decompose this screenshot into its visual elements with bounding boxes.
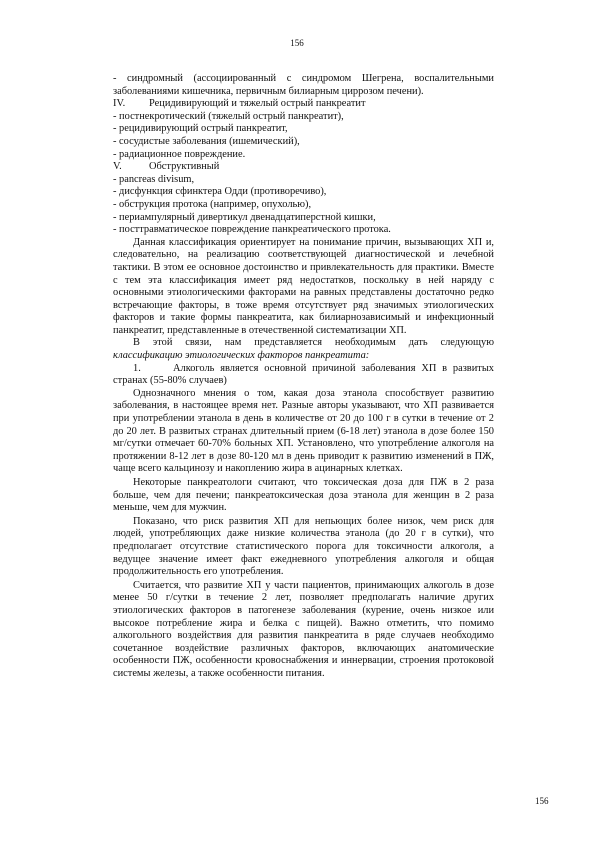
section-heading-4 xyxy=(113,98,494,111)
intro-list-item: - синдромный (ассоциированный с синдромом Шегрена, воспалительными заболеваниями кишечника, первичным билиарным циррозом печени). xyxy=(113,73,494,97)
section-number: IV. xyxy=(113,98,126,110)
paragraph: Некоторые панкреатологи считают, что токсическая доза для ПЖ в 2 раза больше, чем для печени; панкреатоксическая доза этанола для женщин в 2 раза меньше, чем для мужчин. xyxy=(113,477,494,514)
list-item: - дисфункция сфинктера Одди (противоречиво), xyxy=(113,186,327,198)
page-number-top: 156 xyxy=(290,38,304,48)
paragraph-text: В этой связи, нам представляется необходимым дать следующую xyxy=(133,337,494,349)
list-item: - посттравматическое повреждение панкреатического протока. xyxy=(113,224,391,236)
paragraph: Однозначного мнения о том, какая доза этанола способствует развитию заболевания, в настоящее время нет. Разные авторы указывают, что ХП развивается при употреблении этанола в день в количестве от 20 до 100 г в сутки в течение от 2 до 20 лет. В развитых странах длительный прием (6-18 лет) этанола в дозе более 150 мг/сутки отмечает 60-70% больных ХП. Установлено, что употребление алкоголя на протяжении 8-12 лет в дозе 80-120 мл в день приводит к развитию изменений в ПЖ, чаще всего кальцинозу и накоплению жира в ацинарных клетках. xyxy=(113,387,494,475)
list-item: - сосудистые заболевания (ишемический), xyxy=(113,135,300,147)
list-item: - постнекротический (тяжелый острый панкреатит), xyxy=(113,110,344,122)
section-number: V. xyxy=(113,161,122,173)
section-heading-5 xyxy=(113,161,494,174)
paragraph: Показано, что риск развития ХП для непьющих более низок, чем риск для людей, употребляющих даже низкие количества этанола (до 20 г в сутки), что предполагает отсутствие статистического порога для токсичности алкоголя, а ведущее значение имеет факт ежедневного употребления алкоголя и общая продолжительность его употребления. xyxy=(113,515,494,578)
paragraph: Считается, что развитие ХП у части пациентов, принимающих алкоголь в дозе менее 50 г/сутки в течение 2 лет, позволяет предполагать наличие других этиологических факторов в патогенезе заболевания (курение, очень низкое или высокое потребление жира и белка с пищей). Важно отметить, что помимо алкогольного воздействия для развития панкреатита в ряде случаев необходимо сочетанное воздействие различных факторов, включающих анатомические особенности ПЖ, особенности кровоснабжения и иннервации, строения протоковой системы железы, а также особенности питания. xyxy=(113,579,494,679)
page-body xyxy=(113,73,494,681)
list-item: - рецидивирующий острый панкреатит, xyxy=(113,123,288,135)
section-title: Рецидивирующий и тяжелый острый панкреатит xyxy=(149,98,366,110)
list-item: - радиационное повреждение. xyxy=(113,148,246,160)
paragraph-classification-intro xyxy=(113,337,494,362)
list-item: - обструкция протока (например, опухолью), xyxy=(113,198,312,210)
section-title: Обструктивный xyxy=(149,161,220,173)
list-item: - периампулярный дивертикул двенадцатиперстной кишки, xyxy=(113,211,376,223)
item-text: Алкоголь является основной причиной заболевания ХП в развитых странах (55-80% случаев) xyxy=(113,362,494,387)
page-number-bottom: 156 xyxy=(535,796,549,806)
paragraph-italic-text: классификацию этиологических факторов панкреатита: xyxy=(113,350,370,362)
numbered-item-1 xyxy=(113,363,494,388)
paragraph: Данная классификация ориентирует на понимание причин, вызывающих ХП и, следовательно, на реализацию соответствующей диагностической и лечебной тактики. В этом ее основное достоинство и привлекательность для практики. Вместе с тем эта классификация имеет ряд недостатков, поскольку в ней наряду с основными этиологическими факторами на равных представлены достаточно редко встречающие факторы, в тоже время отсутствует ряд значимых этиологических факторов и такие формы панкреатита, как билиарнозависимый и инфекционный панкреатит, представленные в отечественной систематизации ХП. xyxy=(113,236,494,336)
list-item: - pancreas divisum, xyxy=(113,173,195,185)
item-number: 1. xyxy=(133,362,141,374)
